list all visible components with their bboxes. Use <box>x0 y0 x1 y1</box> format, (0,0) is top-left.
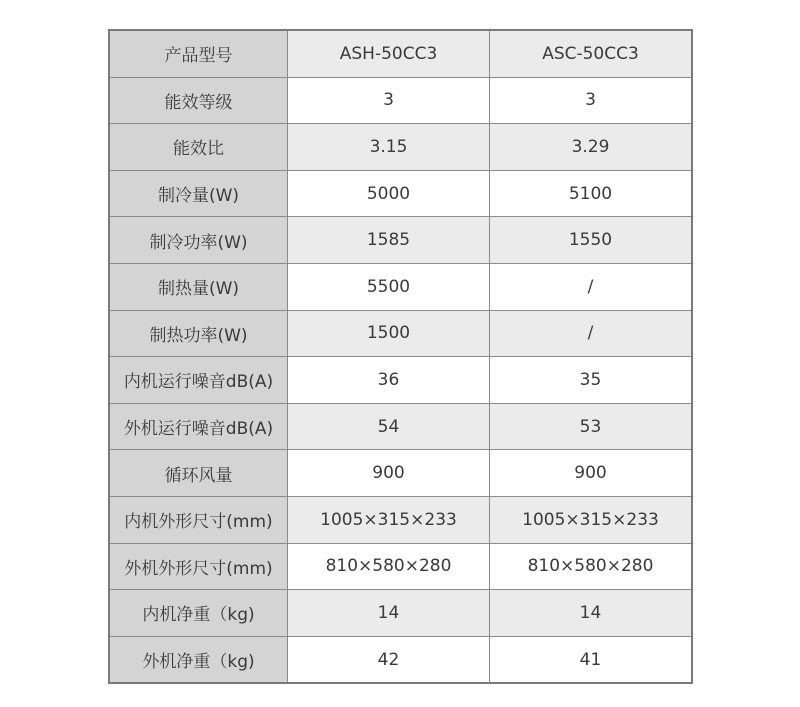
model-b-value: 900 <box>490 450 693 497</box>
table-row <box>109 357 692 404</box>
model-b-value: / <box>490 310 693 357</box>
model-a-value: 1005×315×233 <box>288 496 490 543</box>
table-row <box>109 590 692 637</box>
table-row <box>109 636 692 683</box>
row-label: 制热功率(W) <box>109 310 288 357</box>
model-a-value: 5000 <box>288 170 490 217</box>
table-row <box>109 217 692 264</box>
model-b-value: 3 <box>490 77 693 124</box>
model-b-value: 1005×315×233 <box>490 496 693 543</box>
table-row <box>109 403 692 450</box>
table-row <box>109 77 692 124</box>
row-label: 制热量(W) <box>109 263 288 310</box>
model-a-value: 1500 <box>288 310 490 357</box>
model-b-name: ASC-50CC3 <box>490 30 693 77</box>
model-a-value: 3 <box>288 77 490 124</box>
row-label: 内机运行噪音dB(A) <box>109 357 288 404</box>
row-label: 外机外形尺寸(mm) <box>109 543 288 590</box>
model-b-value: 41 <box>490 636 693 683</box>
table-row <box>109 124 692 171</box>
table-row <box>109 450 692 497</box>
model-a-value: 1585 <box>288 217 490 264</box>
row-label: 制冷量(W) <box>109 170 288 217</box>
model-b-value: 1550 <box>490 217 693 264</box>
model-b-value: 5100 <box>490 170 693 217</box>
spec-table-container <box>108 29 693 684</box>
table-row <box>109 310 692 357</box>
model-b-value: 35 <box>490 357 693 404</box>
model-b-value: / <box>490 263 693 310</box>
row-label: 外机运行噪音dB(A) <box>109 403 288 450</box>
table-row <box>109 263 692 310</box>
table-row <box>109 543 692 590</box>
model-b-value: 810×580×280 <box>490 543 693 590</box>
row-label: 能效等级 <box>109 77 288 124</box>
row-label: 循环风量 <box>109 450 288 497</box>
model-b-value: 3.29 <box>490 124 693 171</box>
row-label: 外机净重（kg) <box>109 636 288 683</box>
model-a-value: 54 <box>288 403 490 450</box>
model-b-value: 14 <box>490 590 693 637</box>
model-b-value: 53 <box>490 403 693 450</box>
row-label: 制冷功率(W) <box>109 217 288 264</box>
model-a-value: 3.15 <box>288 124 490 171</box>
table-row <box>109 496 692 543</box>
model-a-name: ASH-50CC3 <box>288 30 490 77</box>
header-row <box>109 30 692 77</box>
table-row <box>109 170 692 217</box>
model-a-value: 900 <box>288 450 490 497</box>
model-a-value: 810×580×280 <box>288 543 490 590</box>
spec-table <box>108 29 693 684</box>
model-a-value: 14 <box>288 590 490 637</box>
row-label: 内机外形尺寸(mm) <box>109 496 288 543</box>
model-a-value: 5500 <box>288 263 490 310</box>
row-label: 内机净重（kg) <box>109 590 288 637</box>
header-label: 产品型号 <box>109 30 288 77</box>
spec-table-body <box>109 30 692 683</box>
model-a-value: 42 <box>288 636 490 683</box>
model-a-value: 36 <box>288 357 490 404</box>
row-label: 能效比 <box>109 124 288 171</box>
